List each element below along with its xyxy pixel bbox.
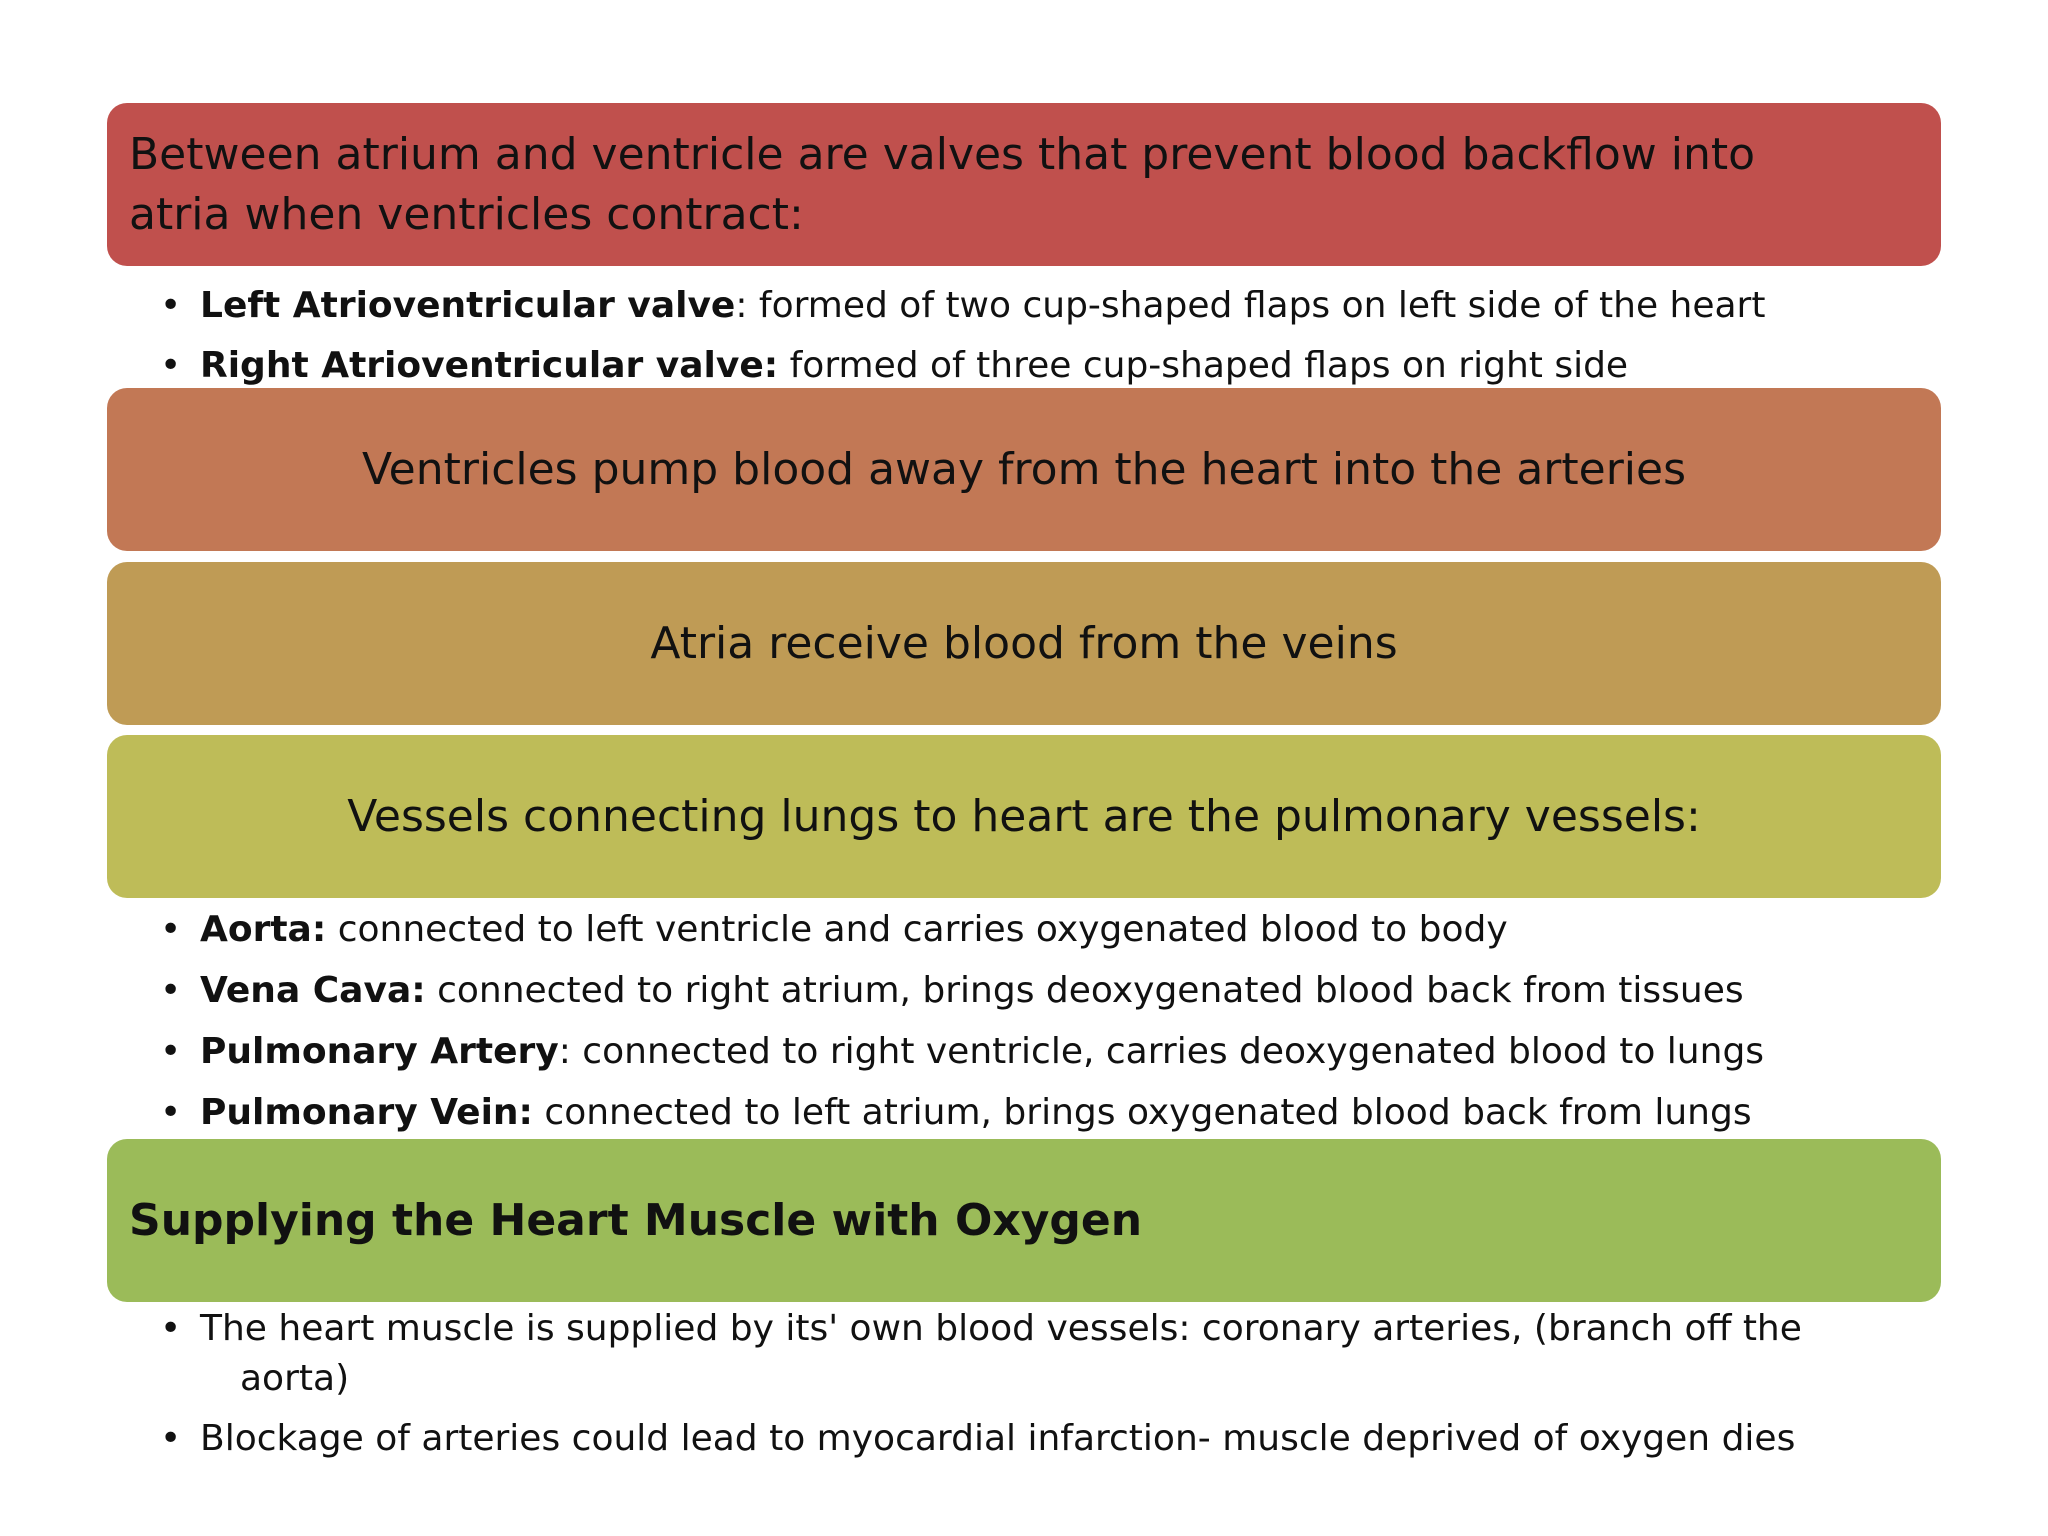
valves-heading-box xyxy=(107,103,1941,266)
atria-text: Atria receive blood from the veins xyxy=(650,617,1398,669)
list-item xyxy=(160,336,1920,396)
list-item-text: formed of three cup-shaped flaps on right side xyxy=(778,345,1629,386)
list-item-term: Pulmonary Vein: xyxy=(200,1092,533,1133)
list-item xyxy=(160,276,1920,336)
heart-oxygen-heading: Supplying the Heart Muscle with Oxygen xyxy=(129,1194,1143,1246)
valves-list xyxy=(160,276,1920,396)
list-item xyxy=(160,1021,1920,1082)
list-item-term: Left Atrioventricular valve xyxy=(200,285,736,326)
list-item-text-line-1: • Blockage of arteries could lead to myocardial infarction- muscle deprived of oxygen dies xyxy=(200,1418,1796,1459)
heart-oxygen-box xyxy=(107,1139,1941,1302)
pulmonary-vessels-box xyxy=(107,735,1941,898)
list-item-text: connected to right atrium, brings deoxygenated blood back from tissues xyxy=(425,970,1744,1011)
list-item-text: connected to left atrium, brings oxygenated blood back from lungs xyxy=(532,1092,1752,1133)
list-item-text: : connected to right ventricle, carries deoxygenated blood to lungs xyxy=(558,1031,1765,1072)
list-item-text-line-1: • The heart muscle is supplied by its' own blood vessels: coronary arteries, (branch off the xyxy=(200,1308,1802,1349)
list-item xyxy=(160,1082,1920,1143)
list-item-text: : formed of two cup-shaped flaps on left side of the heart xyxy=(735,285,1766,326)
atria-box xyxy=(107,562,1941,725)
valves-heading-line-2: atria when ventricles contract: xyxy=(129,188,804,240)
valves-heading-line-1: Between atrium and ventricle are valves that prevent blood backflow into xyxy=(129,128,1756,180)
supply-list xyxy=(160,1304,1920,1464)
list-item-term: Aorta: xyxy=(200,909,327,950)
list-item xyxy=(160,960,1920,1021)
ventricles-box xyxy=(107,388,1941,551)
list-item-text: connected to left ventricle and carries oxygenated blood to body xyxy=(326,909,1508,950)
pulmonary-vessels-text: Vessels connecting lungs to heart are the pulmonary vessels: xyxy=(347,790,1701,842)
valves-heading xyxy=(129,125,1755,245)
vessels-list xyxy=(160,899,1920,1143)
list-item-term: Right Atrioventricular valve: xyxy=(200,345,779,386)
list-item xyxy=(160,1414,1920,1464)
list-item-term: Pulmonary Artery xyxy=(200,1031,559,1072)
list-item-text-line-2: aorta) xyxy=(240,1358,350,1399)
list-item-term: Vena Cava: xyxy=(200,970,426,1011)
list-item xyxy=(160,899,1920,960)
ventricles-text: Ventricles pump blood away from the heart into the arteries xyxy=(361,443,1687,495)
list-item xyxy=(160,1304,1920,1404)
